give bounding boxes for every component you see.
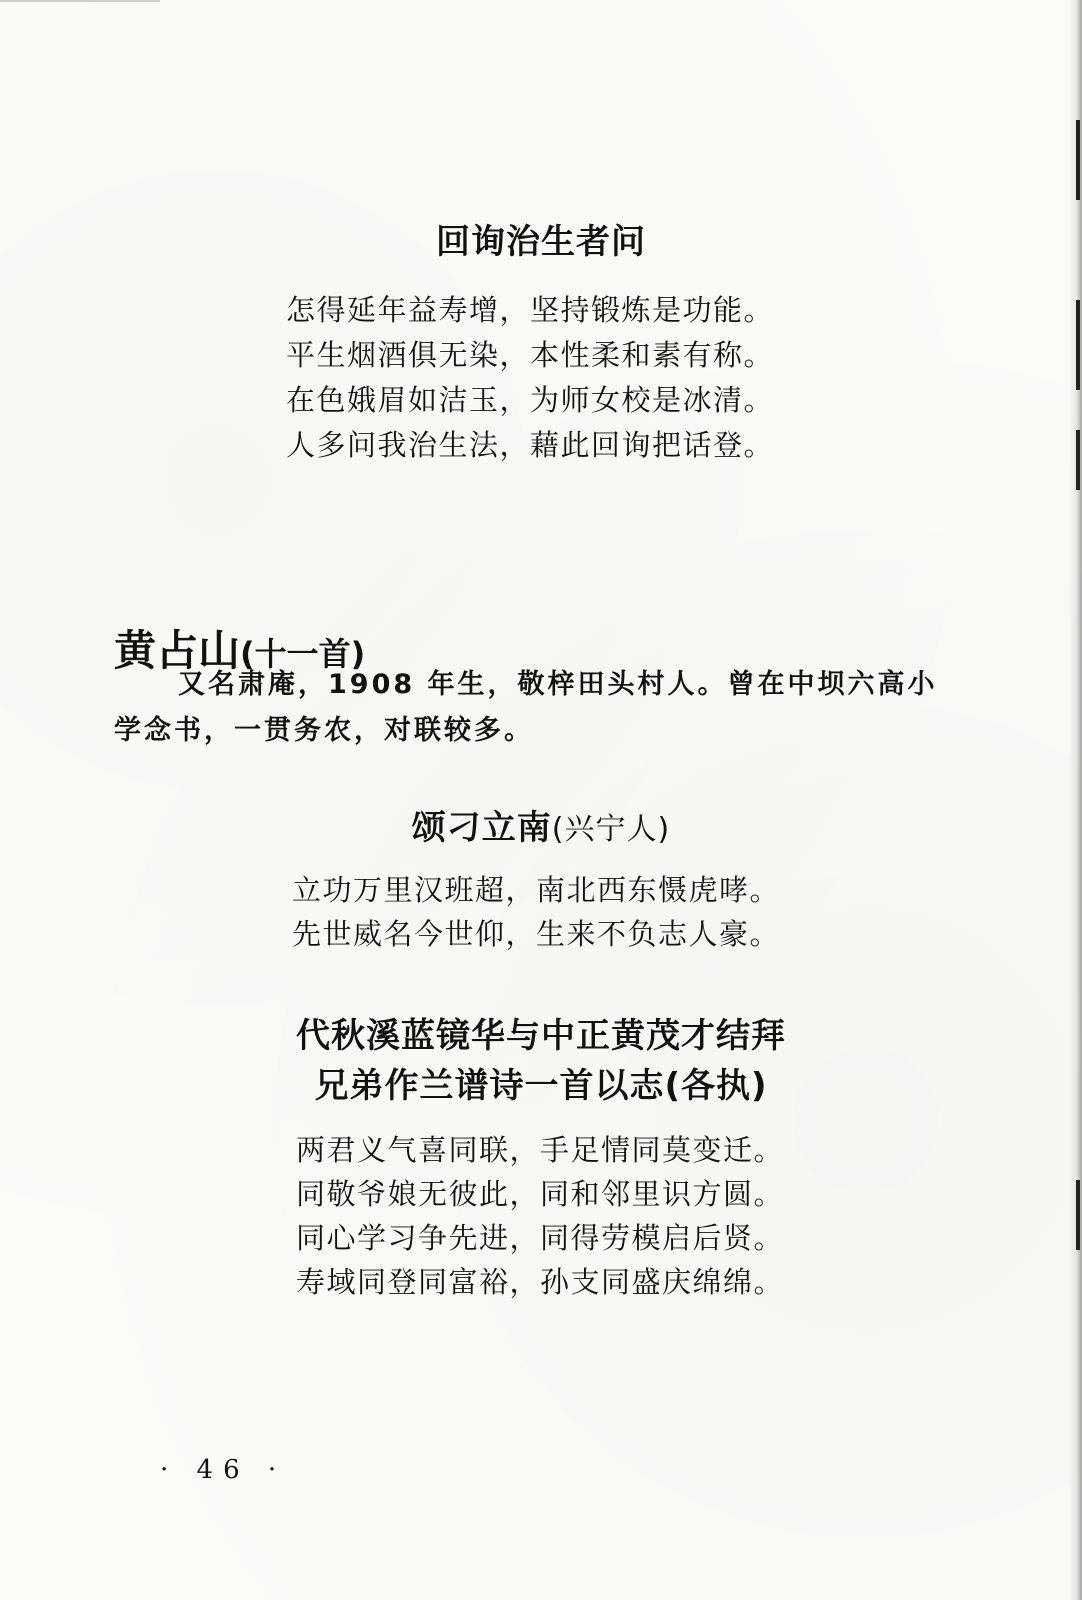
poem2-title-row — [0, 800, 1082, 849]
poem1-line-1: 怎得延年益寿增，坚持锻炼是功能。 — [286, 293, 775, 327]
poem1-title: 回询治生者问 — [436, 222, 646, 262]
poem2-title: 颂刁立南 — [411, 808, 552, 848]
page-number: · 46 · — [160, 1455, 287, 1485]
poem1-line-3: 在色娥眉如洁玉，为师女校是冰清。 — [286, 383, 775, 417]
poem3-line-2: 同敬爷娘无彼此，同和邻里识方圆。 — [296, 1177, 785, 1211]
poem1-line-2: 平生烟酒俱无染，本性柔和素有称。 — [286, 338, 775, 372]
author-name: 黄占山 — [114, 626, 241, 675]
poem3-title-line-2: 兄弟作兰谱诗一首以志(各执) — [314, 1066, 768, 1106]
poem3-line-1: 两君义气喜同联，手足情同莫变迁。 — [296, 1133, 785, 1167]
page-edge-mark — [1076, 300, 1080, 390]
author-poem-count: (十一首) — [240, 635, 366, 673]
poem1-line-4: 人多问我治生法，藉此回询把话登。 — [286, 428, 775, 462]
poem2-line-1: 立功万里汉班超，南北西东慑虎哮。 — [292, 873, 781, 907]
page-edge-mark — [1076, 430, 1080, 490]
poem3-title-line-1: 代秋溪蓝镜华与中正黄茂才结拜 — [296, 1016, 786, 1056]
page-edge-mark — [1076, 1180, 1080, 1250]
poem3-line-3: 同心学习争先进，同得劳模启后贤。 — [296, 1221, 785, 1255]
poem2-title-note: (兴宁人) — [551, 812, 671, 847]
page-edge-mark — [1076, 120, 1080, 200]
poem3-line-4: 寿域同登同富裕，孙支同盛庆绵绵。 — [296, 1265, 785, 1299]
page-top-rule — [0, 0, 160, 2]
poem2-line-2: 先世威名今世仰，生来不负志人豪。 — [292, 917, 781, 951]
author-bio-line-1: 又名肃庵，1908 年生，敬梓田头村人。曾在中坝六高小 — [178, 669, 938, 700]
author-bio-line-2: 学念书，一贯务农，对联较多。 — [114, 715, 534, 746]
